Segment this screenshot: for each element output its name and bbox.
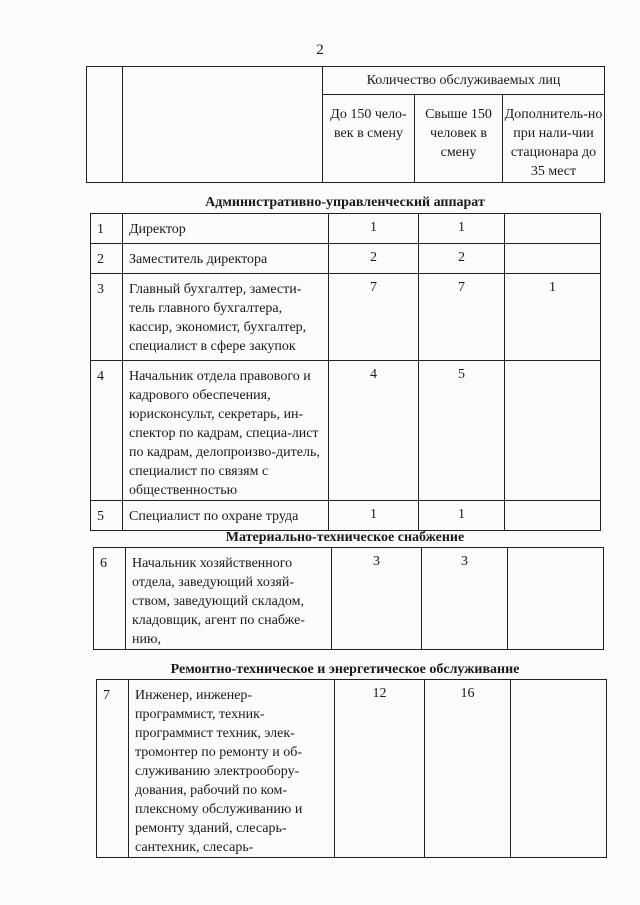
- row-value-c: [505, 501, 601, 531]
- row-position: Начальник хозяйственного отдела, заведующий хозяй-ством, заведующий складом, кладовщик, агент по снабже-нию,: [126, 548, 332, 650]
- row-value-b: 16: [425, 680, 511, 858]
- row-number: 3: [91, 274, 123, 361]
- row-value-c: 1: [505, 274, 601, 361]
- row-number: 7: [97, 680, 129, 858]
- section-title-admin: Административно-управленческий аппарат: [205, 195, 485, 210]
- header-col-2: Свыше 150 человек в смену: [415, 95, 503, 183]
- table-row: [91, 361, 601, 501]
- table-row: [91, 214, 601, 244]
- header-name-cell: [123, 67, 323, 183]
- table-row: [91, 501, 601, 531]
- section-table-admin: [90, 213, 601, 531]
- table-row: [94, 548, 604, 650]
- row-value-b: 5: [419, 361, 505, 501]
- row-number: 6: [94, 548, 126, 650]
- row-position: Инженер, инженер-программист, техник-программист техник, элек-тромонтер по ремонту и об-служиванию электрообору-дования, рабочий по ком-плексному обслуживанию и ремонту зданий, слесарь-сантехник, слесарь-: [129, 680, 335, 858]
- row-value-a: 1: [329, 501, 419, 531]
- row-value-b: 1: [419, 501, 505, 531]
- row-position: Специалист по охране труда: [123, 501, 329, 531]
- row-number: 2: [91, 244, 123, 274]
- row-value-a: 4: [329, 361, 419, 501]
- row-number: 5: [91, 501, 123, 531]
- header-col-1: До 150 чело-век в смену: [323, 95, 415, 183]
- row-position: Заместитель директора: [123, 244, 329, 274]
- row-value-b: 3: [422, 548, 508, 650]
- row-value-a: 1: [329, 214, 419, 244]
- row-value-a: 7: [329, 274, 419, 361]
- table-row: [91, 244, 601, 274]
- row-value-a: 3: [332, 548, 422, 650]
- row-value-c: [508, 548, 604, 650]
- row-value-b: 7: [419, 274, 505, 361]
- header-group-title: Количество обслуживаемых лиц: [323, 67, 605, 95]
- row-value-c: [505, 214, 601, 244]
- header-table: [86, 66, 605, 183]
- row-value-b: 2: [419, 244, 505, 274]
- row-value-a: 12: [335, 680, 425, 858]
- section-title-supply: Материально-техническое снабжение: [225, 530, 465, 545]
- row-value-c: [511, 680, 607, 858]
- row-position: Главный бухгалтер, замести-тель главного бухгалтера, кассир, экономист, бухгалтер, специалист в сфере закупок: [123, 274, 329, 361]
- table-row: [91, 274, 601, 361]
- row-value-b: 1: [419, 214, 505, 244]
- row-number: 4: [91, 361, 123, 501]
- row-position: Начальник отдела правового и кадрового обеспечения, юрисконсульт, секретарь, ин-спектор по кадрам, специа-лист по кадрам, делопроизво-дитель, специалист по связям с общественностью: [123, 361, 329, 501]
- row-number: 1: [91, 214, 123, 244]
- section-table-supply: [93, 547, 604, 650]
- section-title-repair: Ремонтно-техническое и энергетическое обслуживание: [170, 662, 520, 677]
- table-row: [97, 680, 607, 858]
- row-value-a: 2: [329, 244, 419, 274]
- row-position: Директор: [123, 214, 329, 244]
- row-value-c: [505, 361, 601, 501]
- row-value-c: [505, 244, 601, 274]
- page-number: 2: [316, 42, 324, 58]
- header-col-3: Дополнитель-но при нали-чии стационара до 35 мест: [503, 95, 605, 183]
- header-num-cell: [87, 67, 123, 183]
- section-table-repair: [96, 679, 607, 858]
